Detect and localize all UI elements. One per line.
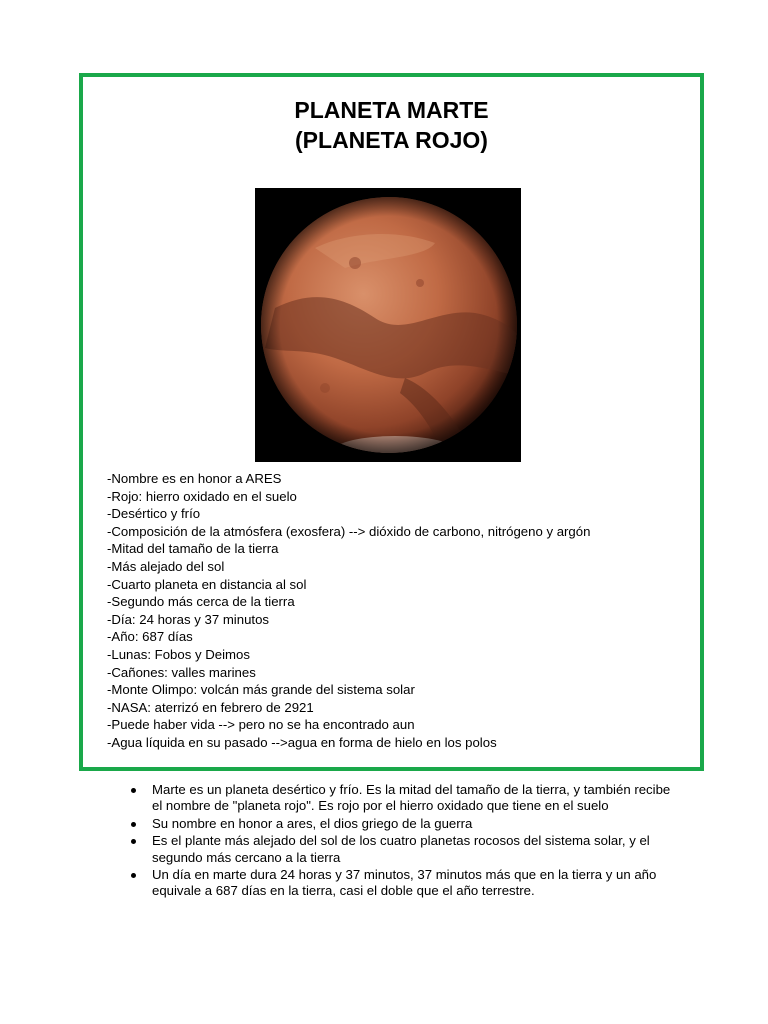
summary-bullet-list bbox=[152, 782, 672, 901]
bullet-icon bbox=[131, 839, 136, 844]
fact-line: -Composición de la atmósfera (exosfera) --> dióxido de carbono, nitrógeno y argón bbox=[107, 523, 591, 539]
list-item bbox=[152, 782, 672, 815]
fact-line: -Nombre es en honor a ARES bbox=[107, 471, 282, 486]
fact-line: -Cañones: valles marines bbox=[107, 664, 256, 680]
fact-line: -Día: 24 horas y 37 minutos bbox=[107, 611, 269, 627]
fact-line: -Cuarto planeta en distancia al sol bbox=[107, 576, 307, 592]
fact-line: -Desértico y frío bbox=[107, 506, 201, 522]
mars-planet-photo bbox=[255, 188, 521, 462]
title-line-1: PLANETA MARTE bbox=[294, 97, 489, 123]
list-item bbox=[152, 833, 672, 866]
fact-line: -Rojo: hierro oxidado en el suelo bbox=[107, 488, 297, 504]
fact-line: -Agua líquida en su pasado -->agua en forma de hielo en los polos bbox=[107, 734, 497, 750]
fact-line: -Segundo más cerca de la tierra bbox=[107, 594, 295, 610]
list-item bbox=[152, 867, 672, 900]
bullet-icon bbox=[131, 788, 136, 793]
fact-line: -Más alejado del sol bbox=[107, 558, 225, 574]
fact-line: -Año: 687 días bbox=[107, 629, 193, 645]
page-title bbox=[83, 95, 700, 155]
fact-line: -Monte Olimpo: volcán más grande del sistema solar bbox=[107, 682, 415, 698]
list-item bbox=[152, 816, 672, 832]
fact-line: -Puede haber vida --> pero no se ha encontrado aun bbox=[107, 717, 415, 733]
fact-line: -Mitad del tamaño de la tierra bbox=[107, 541, 279, 557]
bullet-icon bbox=[131, 822, 136, 827]
facts-list bbox=[107, 470, 687, 752]
bullet-text: Marte es un planeta desértico y frío. Es la mitad del tamaño de la tierra, y también recibe el nombre de "planeta rojo". Es rojo por el hierro oxidado que tiene en el suelo bbox=[152, 782, 671, 814]
title-line-2: (PLANETA ROJO) bbox=[295, 127, 488, 153]
bullet-text: Su nombre en honor a ares, el dios griego de la guerra bbox=[152, 815, 473, 831]
bullet-icon bbox=[131, 873, 136, 878]
info-frame bbox=[79, 73, 704, 771]
bullet-text: Es el plante más alejado del sol de los cuatro planetas rocosos del sistema solar, y el segundo más cercano a la tierra bbox=[152, 833, 650, 865]
fact-line: -NASA: aterrizó en febrero de 2921 bbox=[107, 699, 314, 715]
fact-line: -Lunas: Fobos y Deimos bbox=[107, 646, 250, 662]
bullet-text: Un día en marte dura 24 horas y 37 minutos, 37 minutos más que en la tierra y un año equivale a 687 días en la tierra, casi el doble que el año terrestre. bbox=[152, 867, 657, 899]
